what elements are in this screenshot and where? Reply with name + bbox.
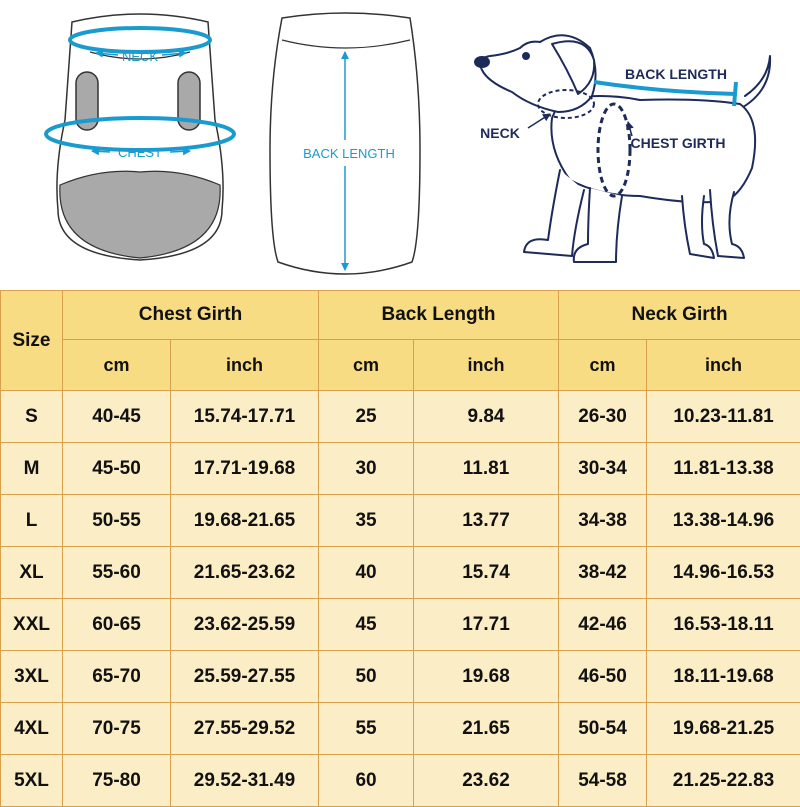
chest-cm-cell: 50-55 <box>63 495 171 547</box>
dog-eye <box>523 53 529 59</box>
neck-inch-cell: 21.25-22.83 <box>647 755 800 807</box>
chest-inch-cell: 25.59-27.55 <box>171 651 319 703</box>
neck-cm-cell: 50-54 <box>559 703 647 755</box>
neck-inch-cell: 19.68-21.25 <box>647 703 800 755</box>
unit-header-row <box>1 340 800 391</box>
dog-front-leg <box>524 170 584 256</box>
chest-cm-cell: 45-50 <box>63 443 171 495</box>
back-cm-cell: 45 <box>319 599 414 651</box>
dog-back-length-label: BACK LENGTH <box>625 66 727 82</box>
vest-back-diagram <box>270 13 420 274</box>
chest-arrow-right <box>170 151 190 152</box>
table-row <box>1 391 800 443</box>
chest-cm-cell: 55-60 <box>63 547 171 599</box>
chest-inch-cell: 17.71-19.68 <box>171 443 319 495</box>
back-inch-header: inch <box>414 340 559 391</box>
back-inch-cell: 17.71 <box>414 599 559 651</box>
chest-inch-cell: 15.74-17.71 <box>171 391 319 443</box>
chest-cm-cell: 60-65 <box>63 599 171 651</box>
neck-cm-cell: 54-58 <box>559 755 647 807</box>
neck-cm-header: cm <box>559 340 647 391</box>
chest-inch-header: inch <box>171 340 319 391</box>
chest-cm-header: cm <box>63 340 171 391</box>
table-row <box>1 495 800 547</box>
size-cell: 5XL <box>1 755 63 807</box>
group-header-row <box>1 291 800 340</box>
chest-arrow-left <box>92 151 110 152</box>
neck-cm-cell: 34-38 <box>559 495 647 547</box>
chest-girth-header: Chest Girth <box>63 291 319 340</box>
neck-cm-cell: 46-50 <box>559 651 647 703</box>
back-cm-cell: 50 <box>319 651 414 703</box>
table-row <box>1 651 800 703</box>
vest-back-length-label: BACK LENGTH <box>303 146 395 161</box>
neck-cm-cell: 42-46 <box>559 599 647 651</box>
dog-neck-arrow <box>528 114 550 128</box>
neck-cm-cell: 26-30 <box>559 391 647 443</box>
neck-cm-cell: 30-34 <box>559 443 647 495</box>
back-inch-cell: 19.68 <box>414 651 559 703</box>
dog-back-leg <box>710 190 744 258</box>
vest-chest-label: CHEST <box>118 145 162 160</box>
back-length-header: Back Length <box>319 291 559 340</box>
back-cm-cell: 30 <box>319 443 414 495</box>
chest-inch-cell: 23.62-25.59 <box>171 599 319 651</box>
dog-back-length-end <box>734 82 736 106</box>
neck-inch-cell: 13.38-14.96 <box>647 495 800 547</box>
chest-inch-cell: 29.52-31.49 <box>171 755 319 807</box>
dog-back-leg-far <box>682 196 714 258</box>
size-chart <box>0 290 800 800</box>
dog-back-length-line <box>594 82 736 94</box>
back-cm-cell: 60 <box>319 755 414 807</box>
neck-girth-header: Neck Girth <box>559 291 800 340</box>
back-cm-cell: 40 <box>319 547 414 599</box>
table-row <box>1 547 800 599</box>
size-column-header: Size <box>1 291 63 391</box>
measurement-illustrations <box>0 0 800 288</box>
chest-cm-cell: 70-75 <box>63 703 171 755</box>
chest-cm-cell: 65-70 <box>63 651 171 703</box>
dog-tail <box>738 56 770 110</box>
back-inch-cell: 21.65 <box>414 703 559 755</box>
back-cm-cell: 55 <box>319 703 414 755</box>
back-inch-cell: 15.74 <box>414 547 559 599</box>
neck-inch-cell: 18.11-19.68 <box>647 651 800 703</box>
table-row <box>1 443 800 495</box>
chest-inch-cell: 27.55-29.52 <box>171 703 319 755</box>
dog-neck-label: NECK <box>480 125 520 141</box>
back-cm-cell: 35 <box>319 495 414 547</box>
back-inch-cell: 13.77 <box>414 495 559 547</box>
size-cell: XXL <box>1 599 63 651</box>
neck-inch-cell: 14.96-16.53 <box>647 547 800 599</box>
chest-cm-cell: 75-80 <box>63 755 171 807</box>
dog-nose <box>475 57 489 67</box>
size-cell: S <box>1 391 63 443</box>
size-cell: 3XL <box>1 651 63 703</box>
back-inch-cell: 23.62 <box>414 755 559 807</box>
chest-inch-cell: 21.65-23.62 <box>171 547 319 599</box>
neck-inch-header: inch <box>647 340 800 391</box>
vest-neck-label: NECK <box>122 49 158 64</box>
size-table <box>0 290 800 807</box>
size-cell: 4XL <box>1 703 63 755</box>
back-inch-cell: 9.84 <box>414 391 559 443</box>
neck-inch-cell: 11.81-13.38 <box>647 443 800 495</box>
size-cell: XL <box>1 547 63 599</box>
back-inch-cell: 11.81 <box>414 443 559 495</box>
neck-inch-cell: 10.23-11.81 <box>647 391 800 443</box>
neck-inch-cell: 16.53-18.11 <box>647 599 800 651</box>
chest-cm-cell: 40-45 <box>63 391 171 443</box>
size-cell: M <box>1 443 63 495</box>
table-row <box>1 599 800 651</box>
size-cell: L <box>1 495 63 547</box>
table-row <box>1 703 800 755</box>
back-cm-header: cm <box>319 340 414 391</box>
vest-front-diagram <box>46 14 234 260</box>
chest-inch-cell: 19.68-21.65 <box>171 495 319 547</box>
illustration-canvas <box>0 0 800 288</box>
back-cm-cell: 25 <box>319 391 414 443</box>
table-row <box>1 755 800 807</box>
dog-chest-girth-label: CHEST GIRTH <box>631 135 726 151</box>
neck-cm-cell: 38-42 <box>559 547 647 599</box>
